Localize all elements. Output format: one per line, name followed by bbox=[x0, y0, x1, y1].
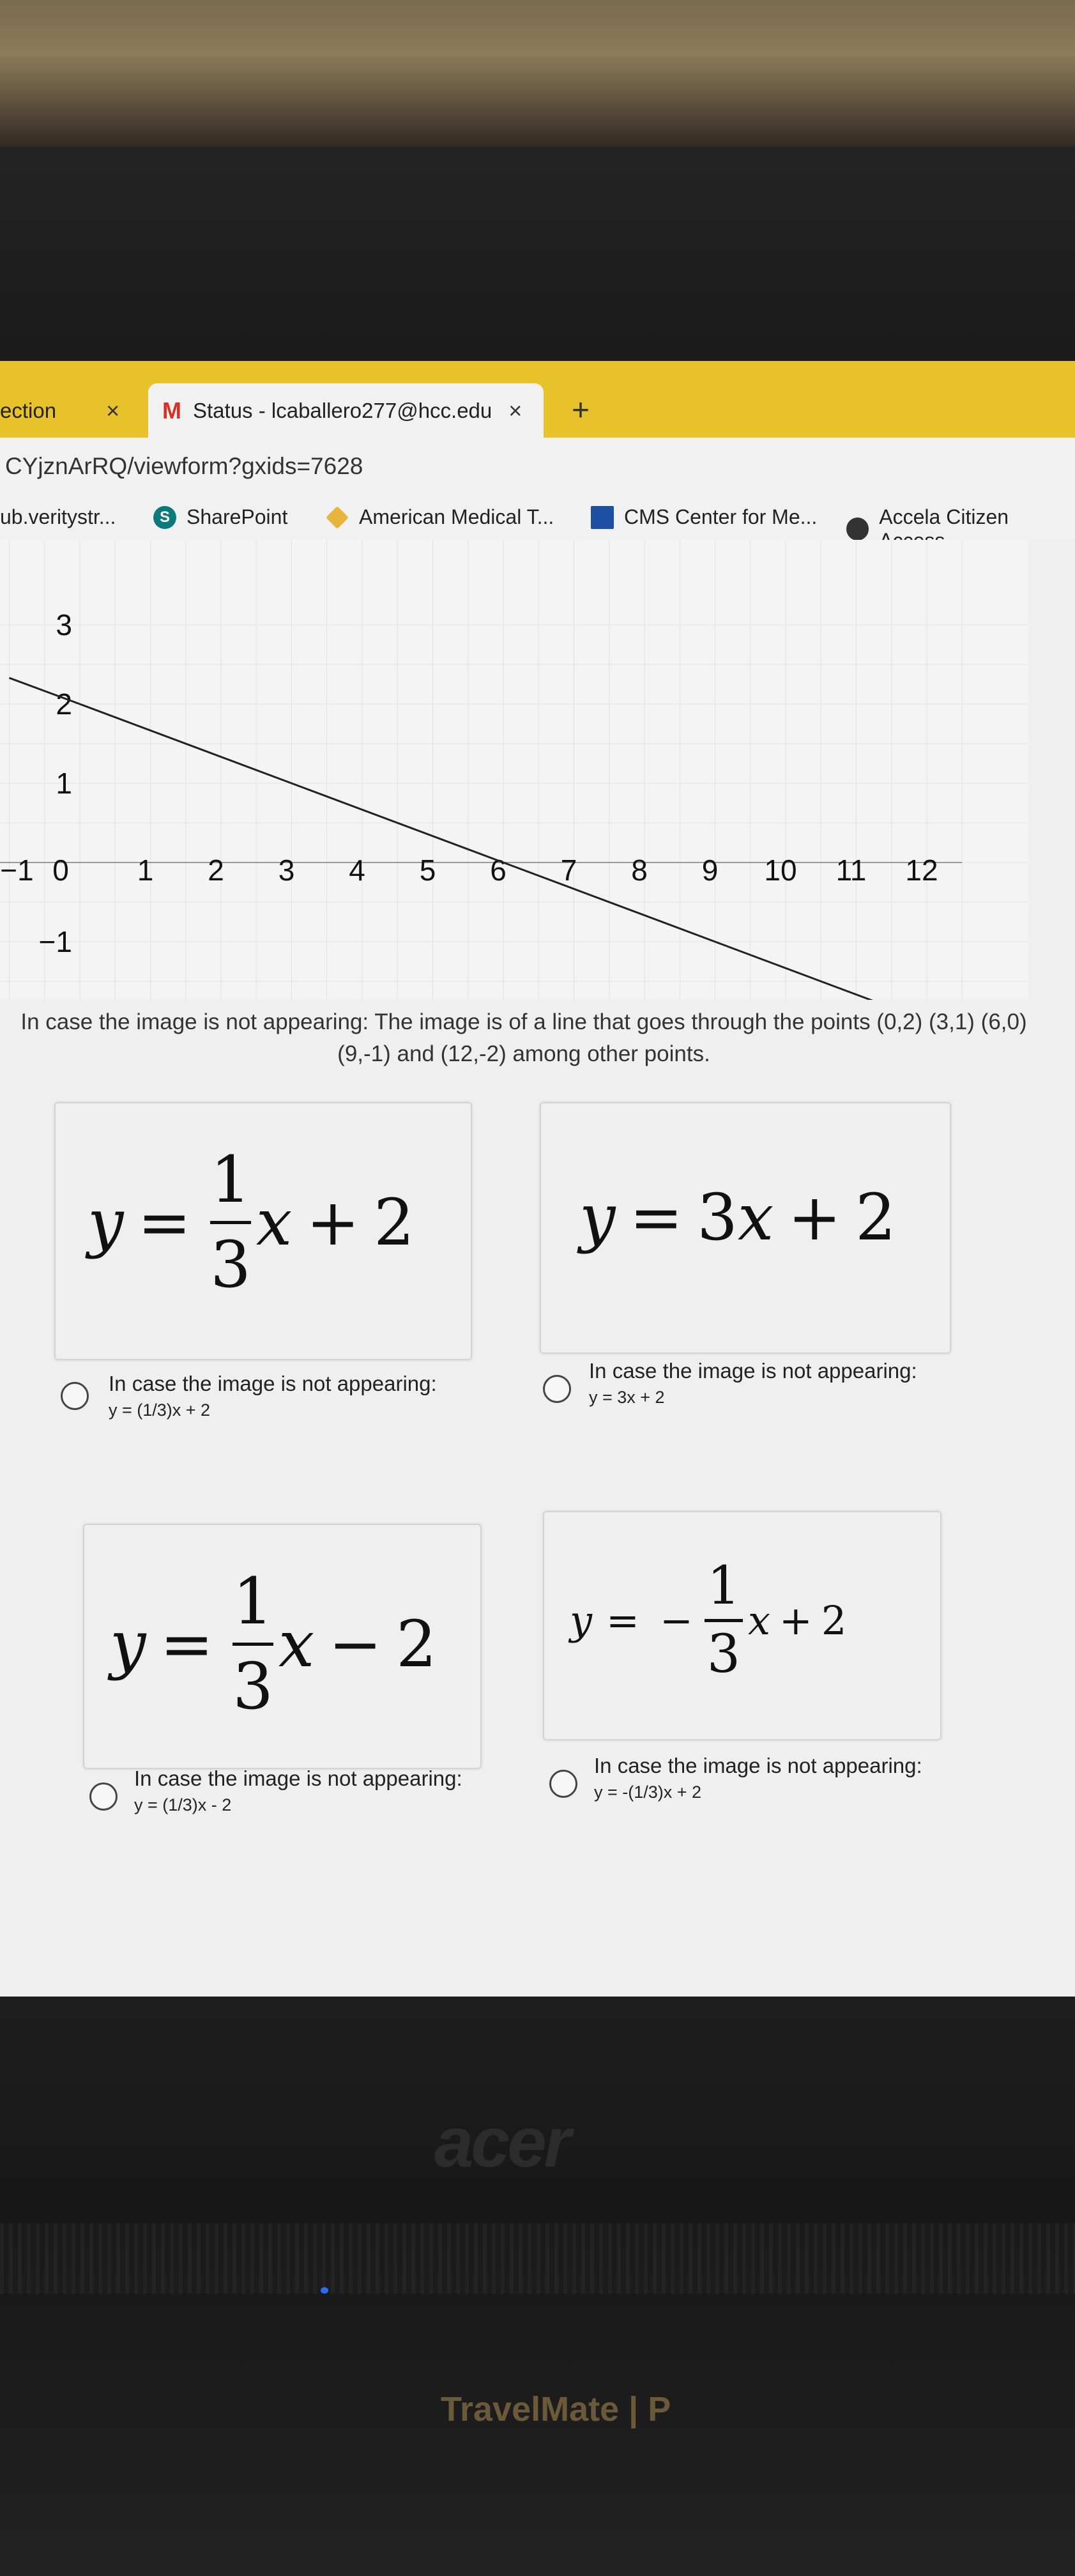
x-tick-label: 1 bbox=[137, 854, 154, 887]
fraction-denominator: 3 bbox=[233, 1649, 273, 1724]
option-alt-label: In case the image is not appearing: bbox=[134, 1767, 462, 1790]
tab-title: Status - lcaballero277@hcc.edu bbox=[193, 398, 492, 422]
option-alt-text: y = (1/3)x + 2 bbox=[109, 1400, 211, 1420]
x-tick-label: 4 bbox=[349, 854, 365, 887]
y-tick-label: −1 bbox=[38, 925, 72, 958]
close-tab-icon[interactable]: × bbox=[508, 397, 522, 424]
bookmark-sharepoint[interactable] bbox=[153, 505, 287, 529]
background-room bbox=[0, 0, 1075, 153]
eq-operator: + bbox=[779, 1597, 812, 1644]
fraction-denominator: 3 bbox=[706, 1624, 741, 1685]
fraction bbox=[233, 1564, 273, 1724]
eq-equals: = bbox=[160, 1607, 214, 1682]
address-bar[interactable] bbox=[0, 438, 1075, 495]
equation bbox=[110, 1564, 437, 1724]
diamond-icon bbox=[326, 506, 349, 529]
eq-x: x bbox=[255, 1185, 293, 1260]
x-tick-label: 8 bbox=[631, 854, 648, 887]
laptop-bezel-top bbox=[0, 147, 1075, 364]
answer-image-card bbox=[540, 1102, 951, 1354]
tab-gmail[interactable] bbox=[148, 383, 544, 438]
y-tick-label: 1 bbox=[56, 767, 72, 800]
eq-y: y bbox=[579, 1180, 616, 1255]
eq-coefficient: 3 bbox=[697, 1180, 738, 1255]
eq-constant: 2 bbox=[821, 1597, 847, 1644]
bookmark-veritystream[interactable] bbox=[0, 505, 116, 529]
eq-sign: − bbox=[659, 1597, 693, 1644]
model-label: TravelMate | P bbox=[441, 2390, 671, 2428]
eq-constant: 2 bbox=[855, 1180, 896, 1255]
x-tick-label: 9 bbox=[701, 854, 719, 887]
tab-bar bbox=[0, 361, 1075, 438]
x-tick-label: 12 bbox=[905, 854, 938, 887]
bookmark-cms[interactable] bbox=[591, 505, 817, 529]
laptop-screen bbox=[0, 361, 1075, 1997]
fraction-numerator: 1 bbox=[233, 1564, 273, 1639]
x-tick-label: 0 bbox=[52, 854, 69, 887]
equation bbox=[579, 1180, 896, 1255]
cms-flag-icon bbox=[591, 506, 614, 529]
radio-button[interactable] bbox=[89, 1782, 118, 1811]
answer-image-card bbox=[543, 1511, 942, 1740]
eq-operator: + bbox=[306, 1185, 360, 1260]
fraction-numerator: 1 bbox=[706, 1556, 741, 1616]
eq-operator: + bbox=[788, 1180, 842, 1255]
bookmark-american-medical[interactable] bbox=[326, 505, 554, 529]
bookmark-label: SharePoint bbox=[187, 505, 288, 528]
image-alt-caption: In case the image is not appearing: The image is of a line that goes through the points (0,2) (3,1) (6,0) (9,-1) and (12,-2) among other points. bbox=[20, 1009, 1027, 1066]
eq-y: y bbox=[88, 1185, 124, 1260]
x-tick-label: 10 bbox=[764, 854, 797, 887]
eq-x: x bbox=[747, 1597, 770, 1644]
option-alt-text: y = -(1/3)x + 2 bbox=[594, 1782, 702, 1802]
eq-constant: 2 bbox=[396, 1607, 437, 1682]
fraction bbox=[705, 1556, 743, 1685]
y-tick-label: 2 bbox=[56, 687, 72, 721]
x-tick-label: 7 bbox=[560, 854, 577, 887]
tab-form[interactable] bbox=[0, 383, 119, 438]
gmail-icon: M bbox=[162, 397, 181, 424]
close-tab-icon[interactable]: × bbox=[106, 397, 120, 424]
x-tick-label: 3 bbox=[278, 854, 295, 887]
x-tick-label: −1 bbox=[0, 854, 34, 887]
eq-y: y bbox=[570, 1597, 593, 1644]
eq-x: x bbox=[278, 1607, 315, 1682]
globe-icon bbox=[846, 518, 869, 540]
radio-button[interactable] bbox=[543, 1375, 571, 1403]
y-tick-label: 3 bbox=[56, 608, 72, 641]
eq-constant: 2 bbox=[374, 1185, 415, 1260]
x-tick-label: 11 bbox=[835, 854, 867, 887]
bookmark-label: American Medical T... bbox=[359, 505, 554, 528]
eq-equals: = bbox=[606, 1597, 639, 1644]
fraction-bar bbox=[233, 1643, 273, 1646]
keyboard-edge bbox=[0, 2223, 1075, 2294]
bookmark-label: CMS Center for Me... bbox=[624, 505, 818, 528]
radio-button[interactable] bbox=[61, 1382, 89, 1410]
equation bbox=[88, 1142, 415, 1302]
option-alt-label: In case the image is not appearing: bbox=[109, 1372, 437, 1395]
answer-image-card bbox=[54, 1102, 472, 1360]
option-alt-text: y = (1/3)x - 2 bbox=[134, 1795, 232, 1814]
brand-logo: acer bbox=[434, 2103, 569, 2182]
option-alt-label: In case the image is not appearing: bbox=[594, 1754, 922, 1777]
eq-y: y bbox=[110, 1607, 146, 1682]
radio-button[interactable] bbox=[549, 1770, 577, 1798]
answer-image-card bbox=[83, 1524, 482, 1769]
sharepoint-icon: S bbox=[153, 506, 176, 529]
url-text: CYjznArRQ/viewform?gxids=7628 bbox=[5, 453, 363, 479]
eq-operator: − bbox=[328, 1607, 383, 1682]
eq-equals: = bbox=[629, 1180, 683, 1255]
fraction-bar bbox=[705, 1619, 743, 1622]
x-tick-label: 6 bbox=[490, 854, 507, 887]
fraction-numerator: 1 bbox=[210, 1142, 251, 1217]
eq-x: x bbox=[737, 1180, 774, 1255]
new-tab-button[interactable]: + bbox=[572, 394, 590, 427]
x-tick-label: 5 bbox=[419, 854, 436, 887]
x-tick-label: 2 bbox=[208, 854, 224, 887]
line-graph bbox=[0, 540, 1028, 1000]
bookmark-label: ub.veritystr... bbox=[0, 505, 116, 528]
fraction bbox=[210, 1142, 251, 1302]
fraction-bar bbox=[210, 1221, 251, 1224]
option-alt-label: In case the image is not appearing: bbox=[589, 1359, 917, 1383]
fraction-denominator: 3 bbox=[210, 1227, 251, 1302]
bookmarks-bar bbox=[0, 495, 1075, 540]
tab-title: ection bbox=[0, 398, 57, 422]
bookmark-label: Accela Citizen bbox=[879, 505, 1009, 528]
equation bbox=[570, 1556, 847, 1685]
eq-equals: = bbox=[137, 1185, 192, 1260]
power-led bbox=[321, 2287, 328, 2294]
option-alt-text: y = 3x + 2 bbox=[589, 1388, 665, 1407]
form-page bbox=[0, 540, 1075, 1997]
